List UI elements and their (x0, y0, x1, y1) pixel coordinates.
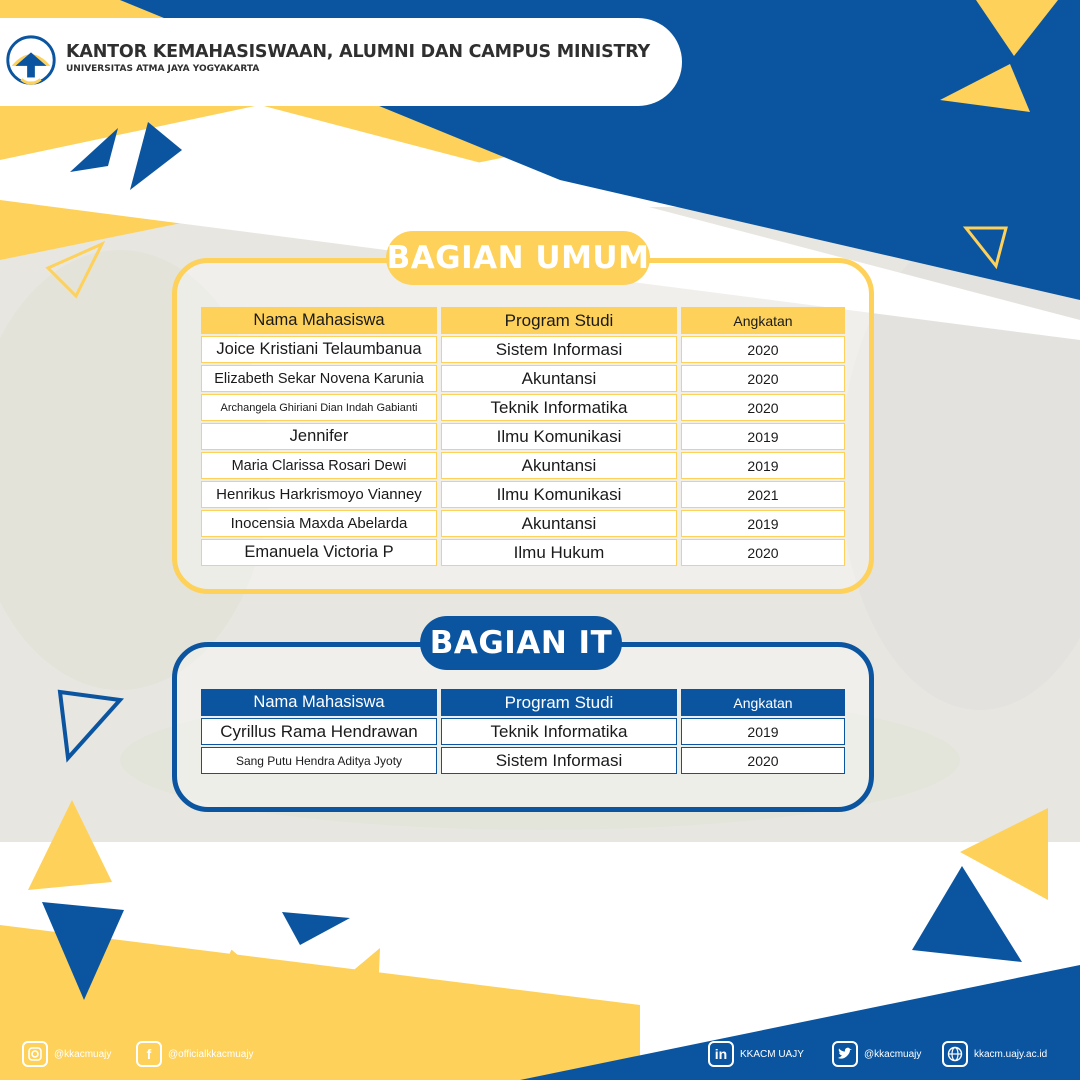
cell-nama: Henrikus Harkrismoyo Vianney (201, 481, 437, 508)
instagram-handle: @kkacmuajy (54, 1048, 112, 1060)
header-angkatan: Angkatan (681, 307, 845, 334)
globe-icon (942, 1041, 968, 1067)
footer-instagram[interactable] (22, 1040, 111, 1068)
cell-nama: Sang Putu Hendra Aditya Jyoty (201, 747, 437, 774)
cell-prodi: Akuntansi (441, 452, 677, 479)
twitter-handle: @kkacmuajy (864, 1048, 922, 1060)
cell-angkatan: 2019 (681, 510, 845, 537)
cell-angkatan: 2020 (681, 365, 845, 392)
bagian-umum-title: BAGIAN UMUM (386, 231, 650, 285)
cell-nama: Maria Clarissa Rosari Dewi (201, 452, 437, 479)
cell-angkatan: 2020 (681, 747, 845, 774)
cell-angkatan: 2019 (681, 452, 845, 479)
footer-website[interactable] (942, 1040, 1047, 1068)
cell-prodi: Ilmu Hukum (441, 539, 677, 566)
office-title: KANTOR KEMAHASISWAAN, ALUMNI DAN CAMPUS MINISTRY (66, 42, 651, 62)
header-nama-mahasiswa: Nama Mahasiswa (201, 689, 437, 716)
cell-prodi: Sistem Informasi (441, 336, 677, 363)
header-program-studi: Program Studi (441, 689, 677, 716)
header-bar (0, 18, 682, 106)
cell-nama: Jennifer (201, 423, 437, 450)
bagian-umum-table (201, 307, 846, 567)
header-nama-mahasiswa: Nama Mahasiswa (201, 307, 437, 334)
cell-prodi: Ilmu Komunikasi (441, 481, 677, 508)
header-angkatan: Angkatan (681, 689, 845, 716)
bagian-it-table (201, 689, 846, 776)
cell-angkatan: 2020 (681, 336, 845, 363)
cell-nama: Cyrillus Rama Hendrawan (201, 718, 437, 745)
footer-facebook[interactable] (136, 1040, 254, 1068)
cell-angkatan: 2021 (681, 481, 845, 508)
facebook-handle: @officialkkacmuajy (168, 1048, 254, 1060)
cell-prodi: Teknik Informatika (441, 718, 677, 745)
cell-prodi: Teknik Informatika (441, 394, 677, 421)
university-name: UNIVERSITAS ATMA JAYA YOGYAKARTA (66, 64, 260, 74)
cell-prodi: Sistem Informasi (441, 747, 677, 774)
cell-nama: Emanuela Victoria P (201, 539, 437, 566)
cell-angkatan: 2020 (681, 394, 845, 421)
linkedin-handle: KKACM UAJY (740, 1048, 804, 1060)
facebook-icon: f (136, 1041, 162, 1067)
university-logo-icon (2, 32, 60, 92)
cell-nama: Inocensia Maxda Abelarda (201, 510, 437, 537)
website-url: kkacm.uajy.ac.id (974, 1048, 1048, 1060)
bagian-it-title: BAGIAN IT (420, 616, 622, 670)
cell-prodi: Akuntansi (441, 365, 677, 392)
cell-nama: Elizabeth Sekar Novena Karunia (201, 365, 437, 392)
cell-angkatan: 2020 (681, 539, 845, 566)
twitter-icon (832, 1041, 858, 1067)
cell-prodi: Akuntansi (441, 510, 677, 537)
cell-angkatan: 2019 (681, 423, 845, 450)
linkedin-icon: in (708, 1041, 734, 1067)
footer-twitter[interactable] (832, 1040, 921, 1068)
cell-prodi: Ilmu Komunikasi (441, 423, 677, 450)
header-program-studi: Program Studi (441, 307, 677, 334)
instagram-icon (22, 1041, 48, 1067)
cell-angkatan: 2019 (681, 718, 845, 745)
cell-nama: Archangela Ghiriani Dian Indah Gabianti (201, 394, 437, 421)
cell-nama: Joice Kristiani Telaumbanua (201, 336, 437, 363)
footer-linkedin[interactable] (708, 1040, 804, 1068)
